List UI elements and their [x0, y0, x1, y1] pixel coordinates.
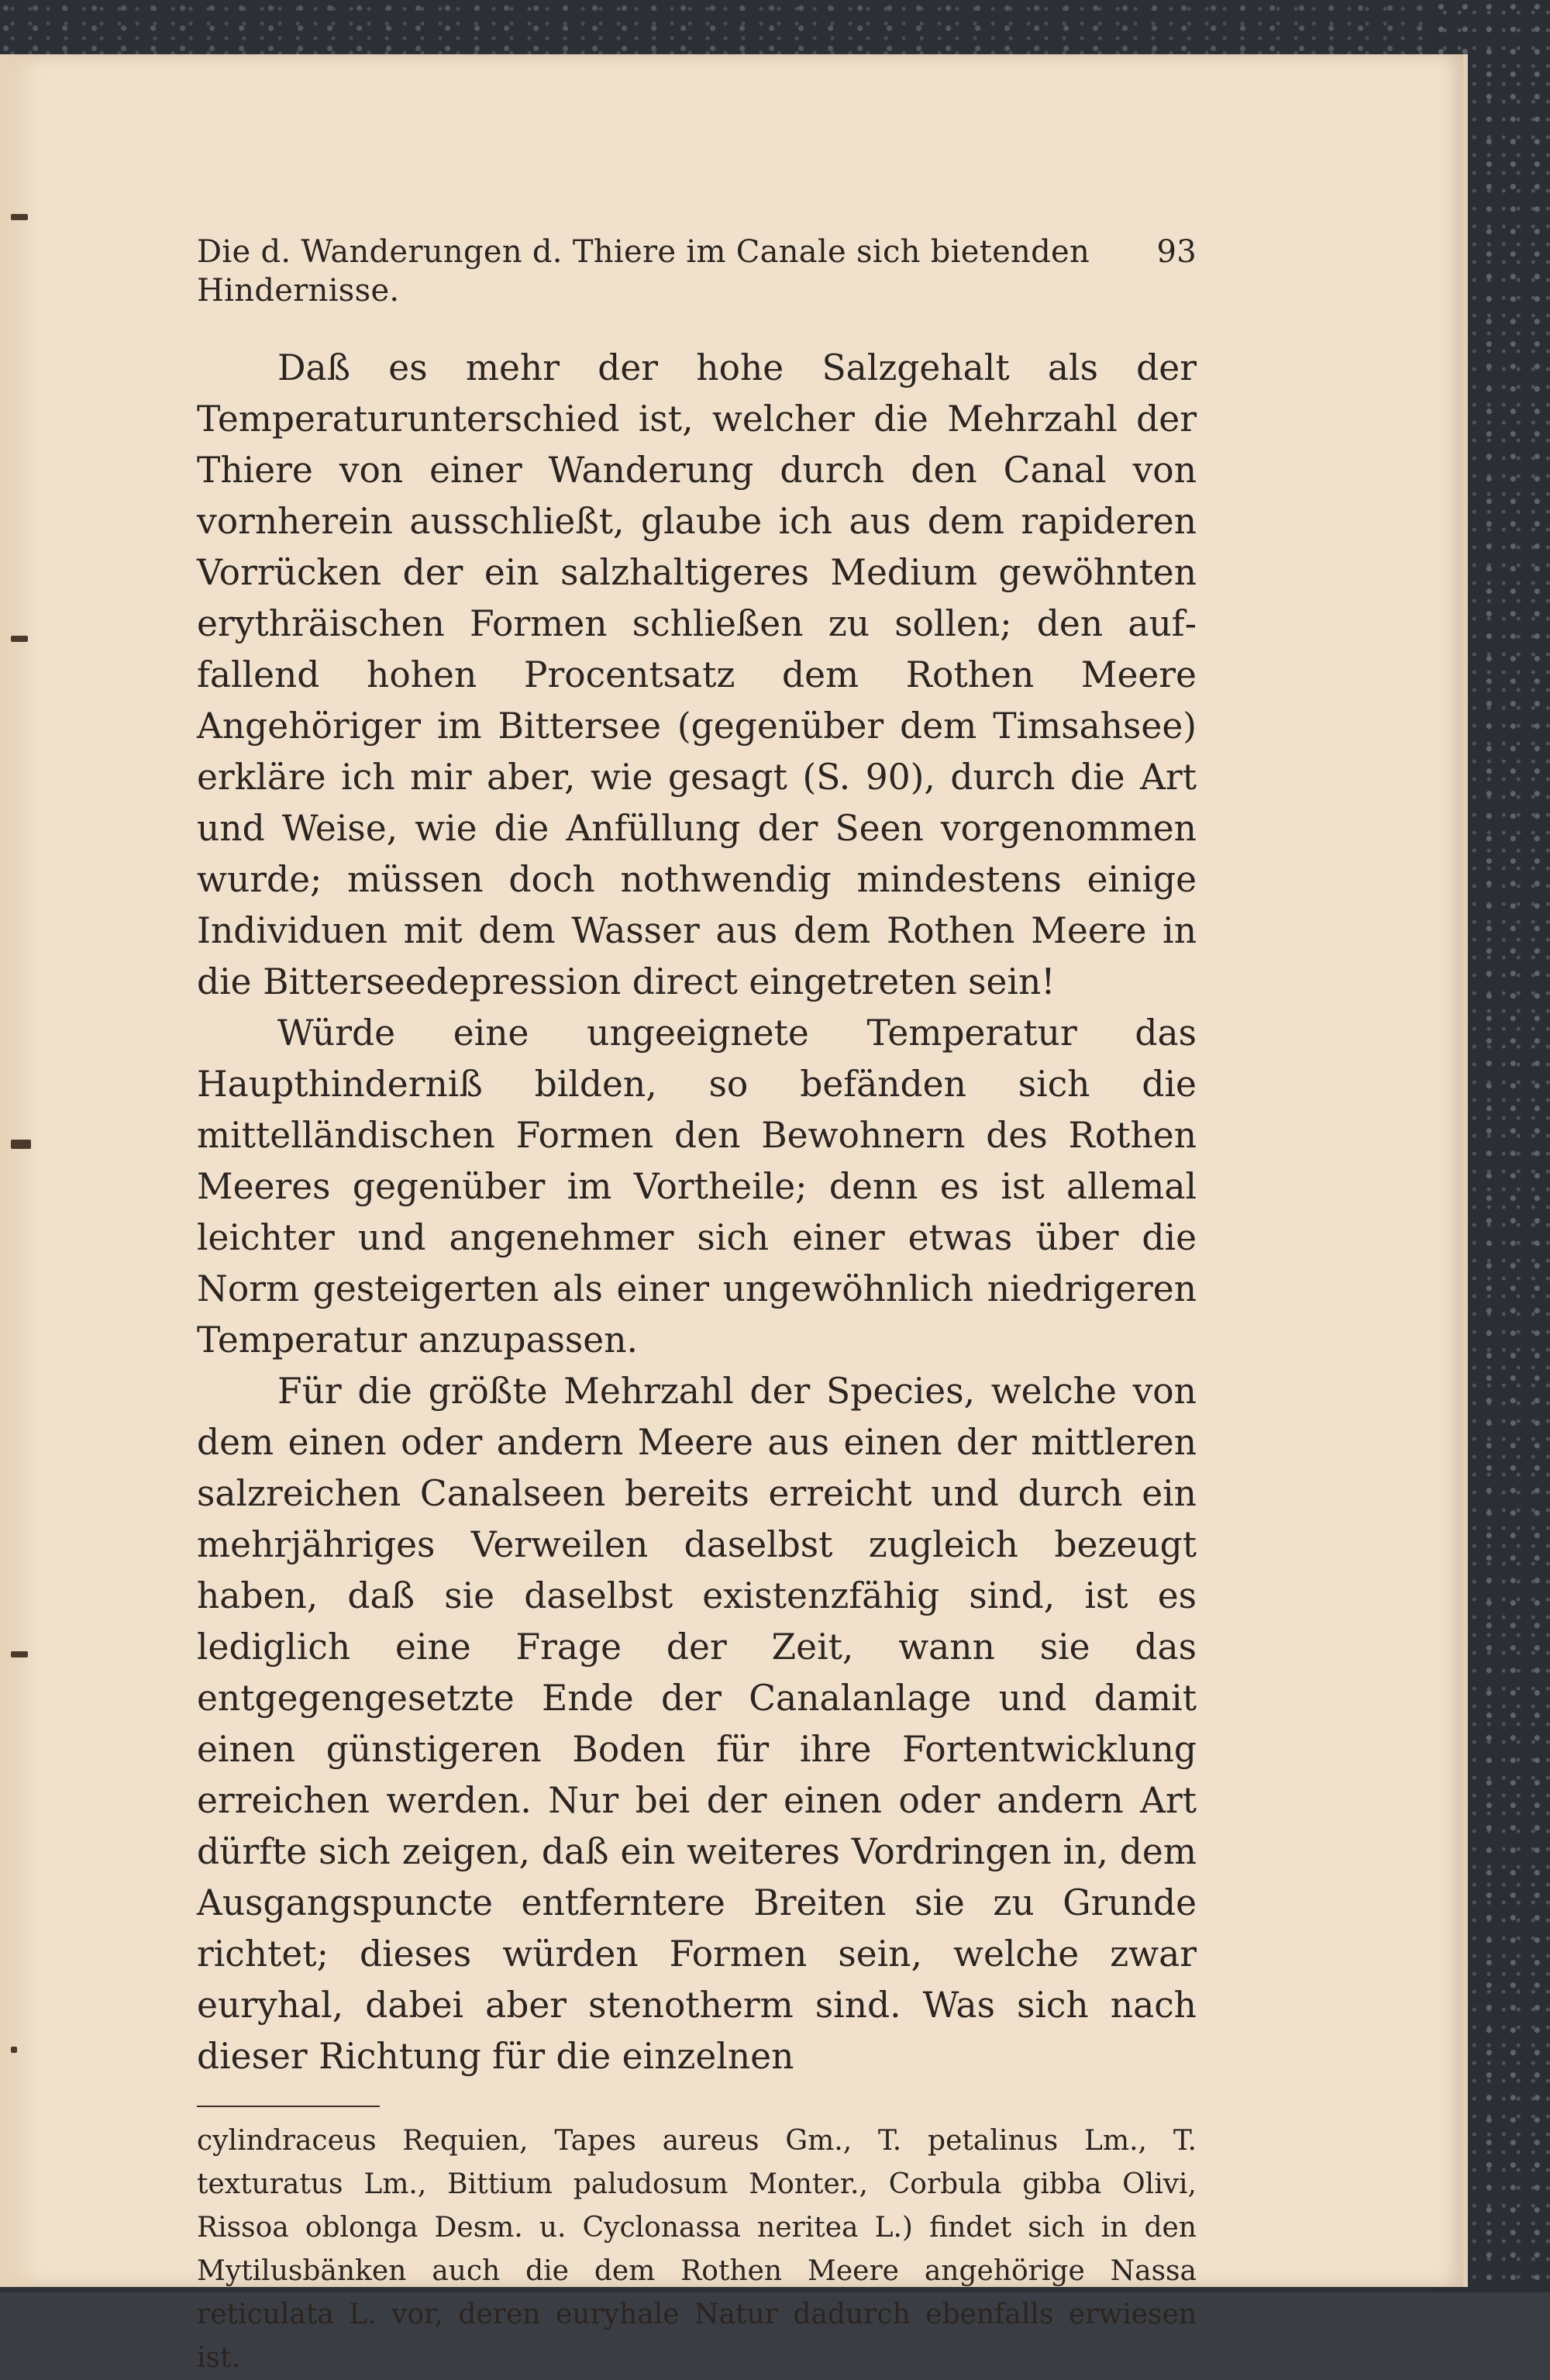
text-block	[197, 233, 1197, 2380]
running-head-title: Die d. Wanderungen d. Thiere im Canale sich bietenden Hindernisse.	[197, 234, 1090, 309]
binding-gutter	[0, 54, 36, 2287]
page-number: 93	[1156, 234, 1197, 270]
binding-thread-mark	[11, 636, 28, 642]
binding-thread-mark	[11, 1651, 28, 1657]
binding-thread-mark	[11, 214, 28, 220]
paragraph: Für die größte Mehrzahl der Species, welche von dem einen oder andern Meere aus einen der mittleren salzreichen Canalseen bereits erreicht und durch ein mehrjähriges Verweilen daselbst zugleich bezeugt haben, daß sie daselbst existenzfähig sind, ist es lediglich eine Frage der Zeit, wann sie das entgegengesetzte Ende der Canalanlage und damit einen günstigeren Boden für ihre Fortentwicklung erreichen werden. Nur bei der einen oder andern Art dürfte sich zeigen, daß ein weiteres Vordringen in, dem Ausgangspuncte entferntere Breiten sie zu Grunde richtet; dieses würden Formen sein, welche zwar euryhal, dabei aber stenotherm sind. Was sich nach dieser Richtung für die einzelnen	[197, 1371, 1197, 2077]
running-head	[197, 233, 1197, 310]
footnote-rule	[197, 2106, 380, 2107]
body-text	[197, 343, 1197, 2082]
paragraph: Würde eine ungeeignete Temperatur das Haupthinderniß bilden, so befänden sich die mittelländischen Formen den Bewohnern des Rothen Meeres gegenüber im Vortheile; denn es ist allemal leichter und angenehmer sich einer etwas über die Norm gesteigerten als einer ungewöhnlich niedrigeren Temperatur anzupassen.	[197, 1012, 1197, 1361]
binding-thread-mark	[11, 2047, 17, 2053]
binding-thread-mark	[11, 1140, 31, 1149]
footnote: cylindraceus Requien, Tapes aureus Gm., T. petalinus Lm., T. texturatus Lm., Bittium paludosum Monter., Corbula gibba Olivi, Rissoa oblonga Desm. u. Cyclonassa neritea L.) findet sich in den Mytilusbänken auch die dem Rothen Meere angehörige Nassa reticulata L. vor, deren euryhale Natur dadurch ebenfalls erwiesen ist.	[197, 2125, 1197, 2374]
paragraph: Daß es mehr der hohe Salzgehalt als der Temperaturunterschied ist, welcher die Mehrzahl der Thiere von einer Wanderung durch den Canal von vornherein ausschließt, glaube ich aus dem rapideren Vorrücken der ein salzhaltigeres Medium gewöhnten erythräischen Formen schließen zu sollen; den auffallend hohen Procentsatz dem Rothen Meere Angehöriger im Bittersee (gegenüber dem Timsahsee) erkläre ich mir aber, wie gesagt (S. 90), durch die Art und Weise, wie die Anfüllung der Seen vorgenommen wurde; müssen doch nothwendig mindestens einige Individuen mit dem Wasser aus dem Rothen Meere in die Bitterseedepression direct eingetreten sein!	[197, 347, 1197, 1002]
